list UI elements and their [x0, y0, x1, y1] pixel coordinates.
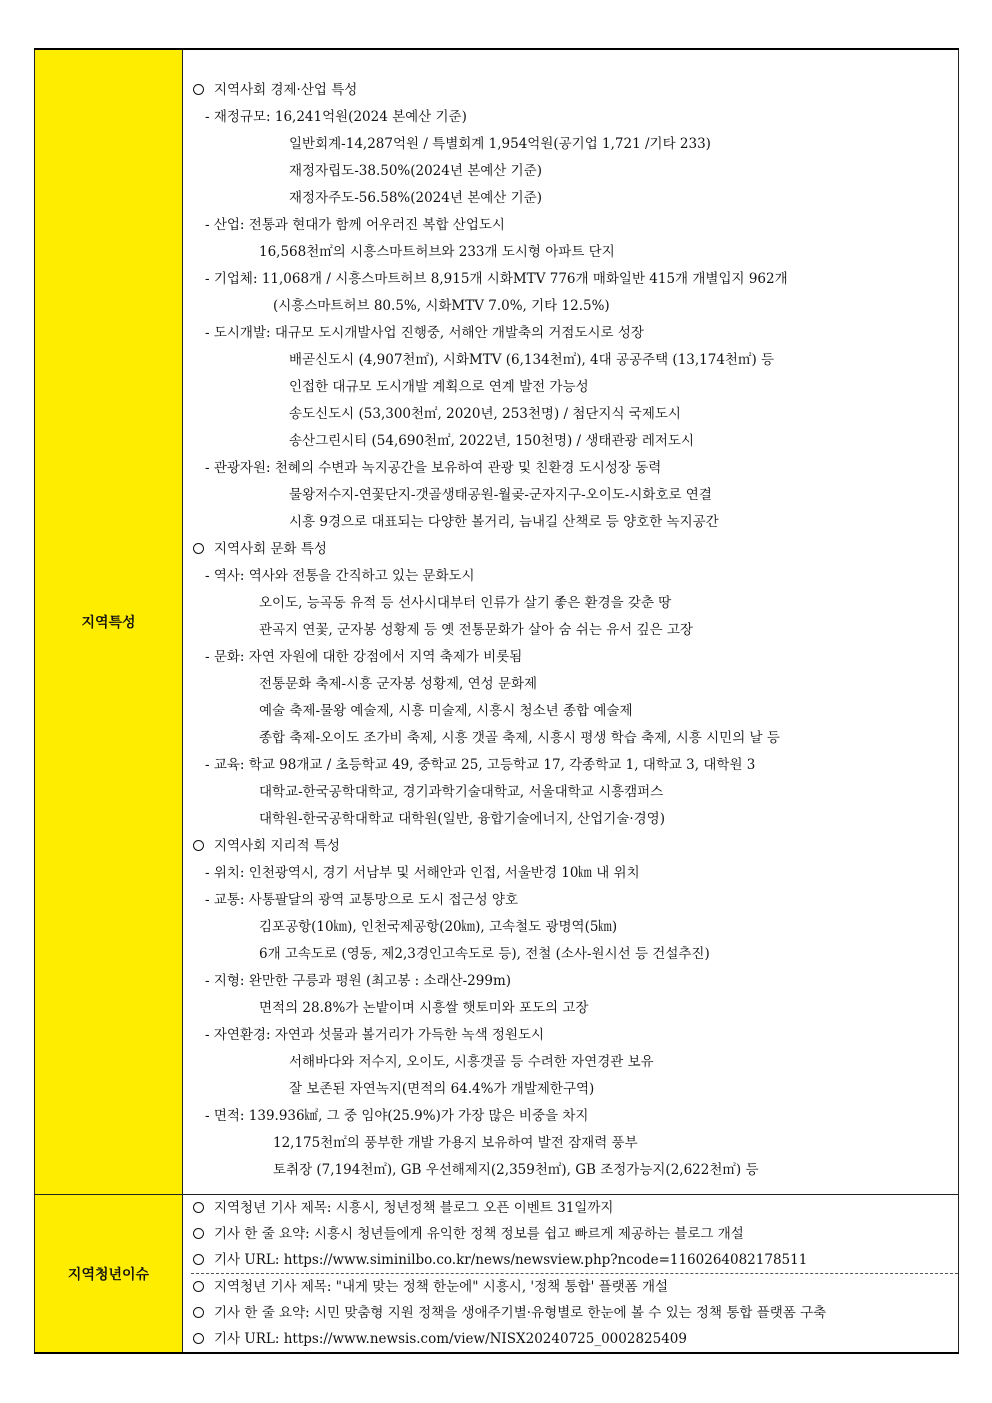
detail-line	[191, 1049, 958, 1076]
line-text: - 면적: 139.936㎢, 그 중 임야(25.9%)가 가장 많은 비중을 차지	[205, 1108, 589, 1124]
detail-line	[191, 725, 958, 752]
detail-line	[191, 428, 958, 455]
youth-line-text: 기사 한 줄 요약: 시흥시 청년들에게 유익한 정책 정보를 쉽고 빠르게 제공하는 블로그 개설	[214, 1226, 744, 1242]
youth-line	[191, 1195, 958, 1221]
youth-line-text: 지역청년 기사 제목: 시흥시, 청년정책 블로그 오픈 이벤트 31일까지	[214, 1200, 614, 1216]
line-text: - 교육: 학교 98개교 / 초등학교 49, 중학교 25, 고등학교 17, 각종학교 1, 대학교 3, 대학원 3	[205, 757, 756, 773]
detail-line	[191, 1022, 958, 1049]
detail-line	[191, 185, 958, 212]
line-text: 잘 보존된 자연녹지(면적의 64.4%가 개발제한구역)	[289, 1081, 595, 1097]
youth-line-text: 기사 한 줄 요약: 시민 맞춤형 지원 정책을 생애주기별·유형별로 한눈에 볼 수 있는 정책 통합 플랫폼 구축	[214, 1305, 827, 1321]
line-text: 토취장 (7,194천㎡), GB 우선해제지(2,359천㎡), GB 조정가능지(2,622천㎡) 등	[273, 1162, 759, 1178]
line-text: - 위치: 인천광역시, 경기 서남부 및 서해안과 인접, 서울반경 10㎞ 내 위치	[205, 865, 640, 881]
detail-line	[191, 131, 958, 158]
line-text: 지역사회 문화 특성	[214, 541, 327, 557]
line-text: - 산업: 전통과 현대가 함께 어우러진 복합 산업도시	[205, 217, 505, 233]
youth-line	[191, 1300, 958, 1326]
detail-line	[191, 401, 958, 428]
line-text: - 재정규모: 16,241억원(2024 본예산 기준)	[205, 109, 467, 125]
line-text: 시흥 9경으로 대표되는 다양한 볼거리, 늠내길 산책로 등 양호한 녹지공간	[289, 514, 719, 530]
line-text: 재정자립도-38.50%(2024년 본예산 기준)	[289, 163, 542, 179]
line-text: 송산그린시티 (54,690천㎡, 2022년, 150천명) / 생태관광 레저도시	[289, 433, 695, 449]
circle-bullet-icon	[193, 840, 204, 851]
youth-article-1	[191, 1195, 958, 1273]
detail-line	[191, 104, 958, 131]
detail-line	[191, 509, 958, 536]
line-text: - 역사: 역사와 전통을 간직하고 있는 문화도시	[205, 568, 475, 584]
detail-line	[191, 293, 958, 320]
line-text: 지역사회 지리적 특성	[214, 838, 340, 854]
line-text: 오이도, 능곡동 유적 등 선사시대부터 인류가 살기 좋은 환경을 갖춘 땅	[259, 595, 672, 611]
line-text: 전통문화 축제-시흥 군자봉 성황제, 연성 문화제	[259, 676, 538, 692]
line-text: 12,175천㎡의 풍부한 개발 가용지 보유하여 발전 잠재력 풍부	[273, 1135, 638, 1151]
detail-line	[191, 563, 958, 590]
line-text: (시흥스마트허브 80.5%, 시화MTV 7.0%, 기타 12.5%)	[273, 298, 610, 314]
line-text: - 관광자원: 천혜의 수변과 녹지공간을 보유하여 관광 및 친환경 도시성장 동력	[205, 460, 662, 476]
line-text: 물왕저수지-연꽃단지-갯골생태공원-월곶-군자지구-오이도-시화호로 연결	[289, 487, 712, 503]
detail-line	[191, 347, 958, 374]
detail-line	[191, 779, 958, 806]
youth-line	[191, 1247, 958, 1273]
line-text: 대학원-한국공학대학교 대학원(일반, 융합기술에너지, 산업기술·경영)	[259, 811, 665, 827]
detail-line	[191, 1076, 958, 1103]
circle-bullet-icon	[193, 1254, 204, 1265]
detail-line	[191, 374, 958, 401]
circle-bullet-icon	[193, 1333, 204, 1344]
youth-line	[191, 1274, 958, 1300]
section-heading	[191, 77, 958, 104]
detail-line	[191, 887, 958, 914]
detail-line	[191, 590, 958, 617]
detail-line	[191, 941, 958, 968]
detail-line	[191, 212, 958, 239]
detail-line	[191, 1130, 958, 1157]
detail-line	[191, 239, 958, 266]
detail-line	[191, 995, 958, 1022]
line-text: 재정자주도-56.58%(2024년 본예산 기준)	[289, 190, 542, 206]
section-heading	[191, 833, 958, 860]
line-text: 관곡지 연꽃, 군자봉 성황제 등 옛 전통문화가 살아 숨 쉬는 유서 깊은 고장	[259, 622, 693, 638]
circle-bullet-icon	[193, 1228, 204, 1239]
line-text: 송도신도시 (53,300천㎡, 2020년, 253천명) / 첨단지식 국제도시	[289, 406, 681, 422]
region-label-cell	[35, 49, 183, 1195]
detail-line	[191, 806, 958, 833]
detail-line	[191, 644, 958, 671]
detail-line	[191, 860, 958, 887]
line-text: - 문화: 자연 자원에 대한 강점에서 지역 축제가 비롯됨	[205, 649, 523, 665]
section-heading	[191, 536, 958, 563]
line-text: 배곧신도시 (4,907천㎡), 시화MTV (6,134천㎡), 4대 공공주택 (13,174천㎡) 등	[289, 352, 775, 368]
detail-line	[191, 455, 958, 482]
line-text: 종합 축제-오이도 조가비 축제, 시흥 갯골 축제, 시흥시 평생 학습 축제, 시흥 시민의 날 등	[259, 730, 780, 746]
detail-line	[191, 914, 958, 941]
line-text: - 지형: 완만한 구릉과 평원 (최고봉 : 소래산-299m)	[205, 973, 512, 989]
detail-line	[191, 320, 958, 347]
circle-bullet-icon	[193, 543, 204, 554]
line-text: 예술 축제-물왕 예술제, 시흥 미술제, 시흥시 청소년 종합 예술제	[259, 703, 633, 719]
info-table	[34, 48, 959, 1354]
line-text: 김포공항(10㎞), 인천국제공항(20㎞), 고속철도 광명역(5㎞)	[259, 919, 618, 935]
line-text: - 도시개발: 대규모 도시개발사업 진행중, 서해안 개발축의 거점도시로 성장	[205, 325, 644, 341]
youth-issues	[191, 1195, 958, 1352]
detail-line	[191, 158, 958, 185]
detail-line	[191, 1157, 958, 1184]
region-content-cell	[183, 49, 959, 1195]
youth-line-text: 기사 URL: https://www.newsis.com/view/NISX20240725_0002825409	[214, 1331, 687, 1347]
line-text: 면적의 28.8%가 논밭이며 시흥쌀 햇토미와 포도의 고장	[259, 1000, 589, 1016]
youth-line	[191, 1221, 958, 1247]
youth-line-text: 기사 URL: https://www.siminilbo.co.kr/news/newsview.php?ncode=1160264082178511	[214, 1252, 808, 1268]
youth-label-cell	[35, 1195, 183, 1354]
youth-line-text: 지역청년 기사 제목: "내게 맞는 정책 한눈에" 시흥시, '정책 통합' 플랫폼 개설	[214, 1279, 669, 1295]
youth-label: 지역청년이슈	[67, 1266, 150, 1283]
region-label: 지역특성	[81, 615, 136, 631]
circle-bullet-icon	[193, 1281, 204, 1292]
line-text: - 자연환경: 자연과 섯물과 볼거리가 가득한 녹색 정원도시	[205, 1027, 545, 1043]
line-text: 일반회계-14,287억원 / 특별회계 1,954억원(공기업 1,721 /기타 233)	[289, 136, 711, 152]
detail-line	[191, 968, 958, 995]
line-text: 인접한 대규모 도시개발 계획으로 연계 발전 가능성	[289, 379, 589, 395]
youth-article-2	[191, 1274, 958, 1352]
line-text: 서해바다와 저수지, 오이도, 시흥갯골 등 수려한 자연경관 보유	[289, 1054, 654, 1070]
detail-line	[191, 671, 958, 698]
youth-line	[191, 1326, 958, 1352]
circle-bullet-icon	[193, 84, 204, 95]
line-text: 16,568천㎡의 시흥스마트허브와 233개 도시형 아파트 단지	[259, 244, 615, 260]
line-text: 대학교-한국공학대학교, 경기과학기술대학교, 서울대학교 시흥캠퍼스	[259, 784, 664, 800]
line-text: 지역사회 경제·산업 특성	[214, 82, 358, 98]
line-text: - 기업체: 11,068개 / 시흥스마트허브 8,915개 시화MTV 776개 매화일반 415개 개별입지 962개	[205, 271, 788, 287]
detail-line	[191, 617, 958, 644]
region-characteristics	[191, 50, 958, 1194]
detail-line	[191, 752, 958, 779]
detail-line	[191, 266, 958, 293]
youth-content-cell	[183, 1195, 959, 1354]
line-text: 6개 고속도로 (영동, 제2,3경인고속도로 등), 전철 (소사-원시선 등 건설추진)	[259, 946, 710, 962]
detail-line	[191, 1103, 958, 1130]
circle-bullet-icon	[193, 1307, 204, 1318]
detail-line	[191, 698, 958, 725]
line-text: - 교통: 사통팔달의 광역 교통망으로 도시 접근성 양호	[205, 892, 519, 908]
detail-line	[191, 482, 958, 509]
circle-bullet-icon	[193, 1202, 204, 1213]
